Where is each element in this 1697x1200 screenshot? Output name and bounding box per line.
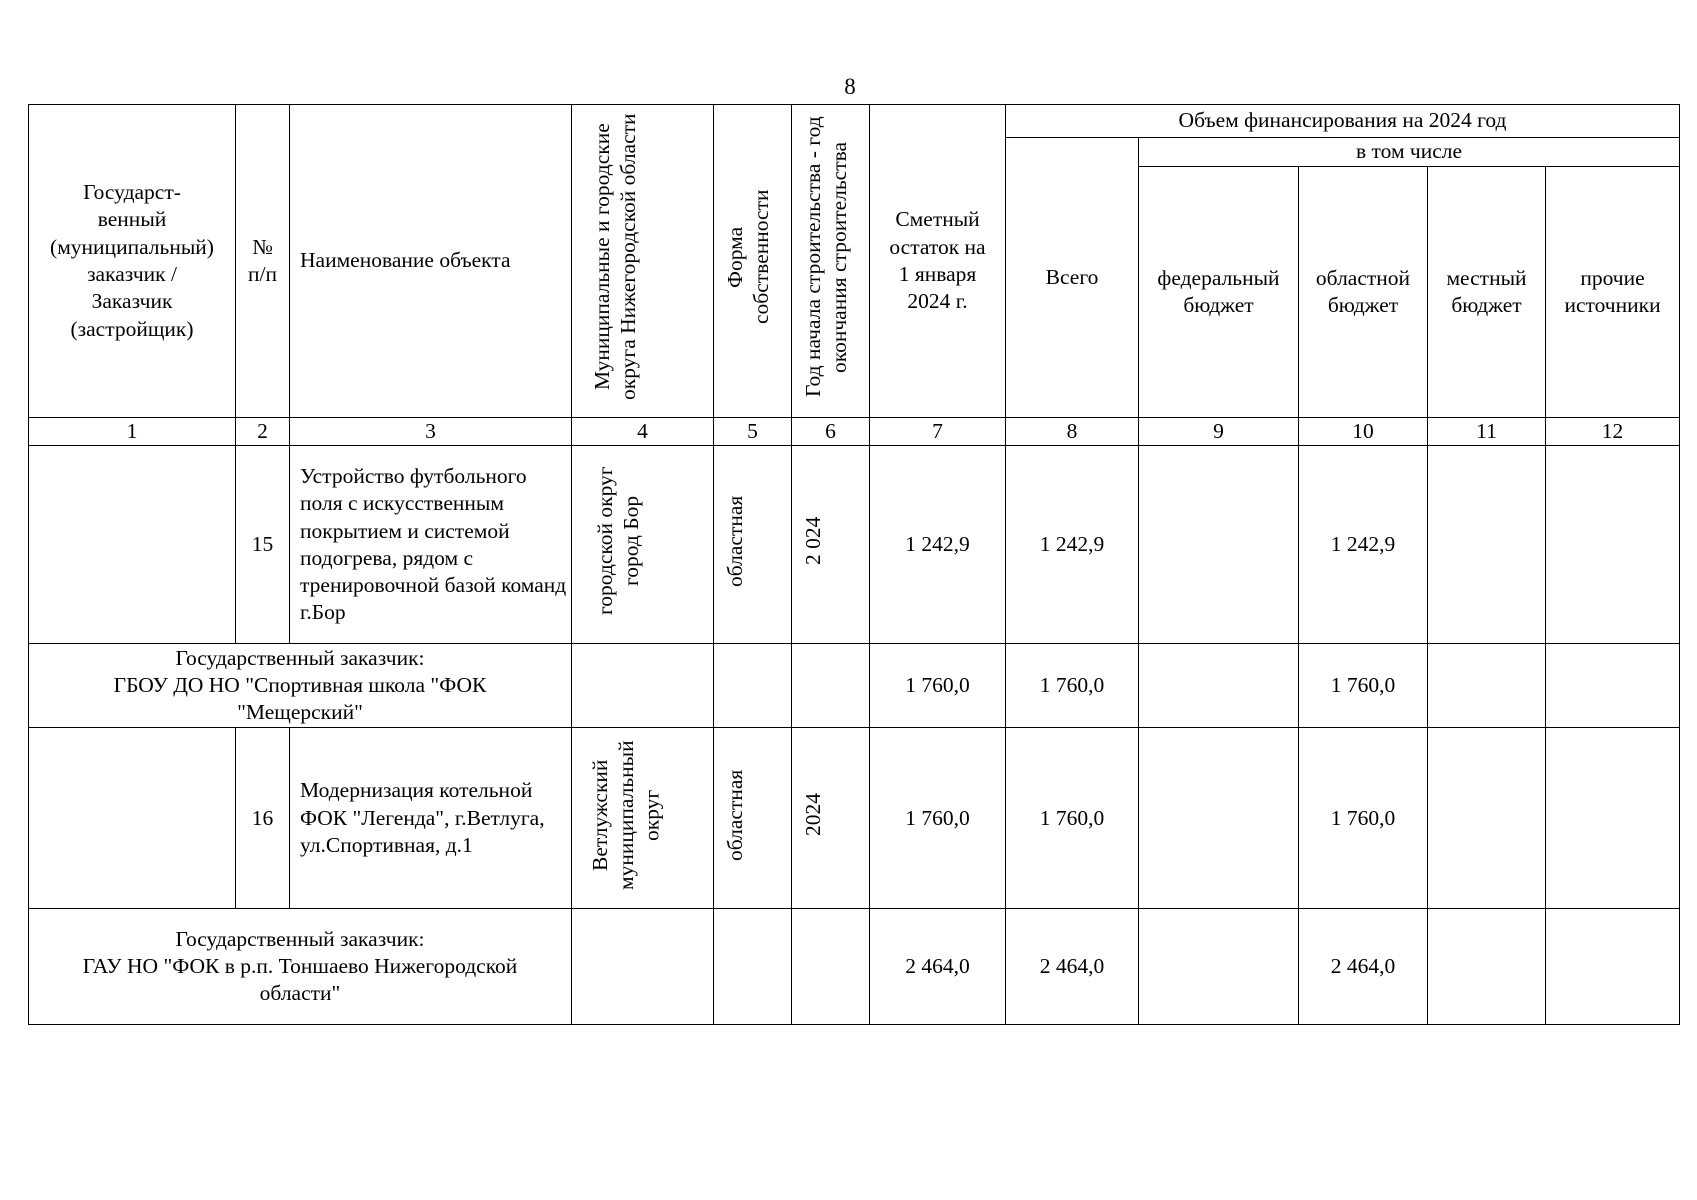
page-number: 8 bbox=[844, 74, 856, 99]
estimate-value: 1 242,9 bbox=[870, 446, 1006, 644]
header-financing: Объем финансирования на 2024 год bbox=[1006, 105, 1680, 138]
header-local: местный бюджет bbox=[1428, 167, 1546, 418]
total-value: 1 760,0 bbox=[1006, 644, 1139, 728]
federal-value bbox=[1139, 909, 1299, 1025]
estimate-value: 1 760,0 bbox=[870, 644, 1006, 728]
other-value bbox=[1546, 728, 1680, 909]
municipality-text: Ветлужский муниципальный округ bbox=[587, 739, 664, 890]
federal-value bbox=[1139, 644, 1299, 728]
object-name: Устройство футбольного поля с искусственным покрытием и системой подогрева, рядом с тренировочной базой команд г.Бор bbox=[290, 446, 572, 644]
header-number: № п/п bbox=[236, 105, 290, 418]
customer-row bbox=[29, 909, 1680, 1025]
total-value: 1 242,9 bbox=[1006, 446, 1139, 644]
local-value bbox=[1428, 446, 1546, 644]
regional-value: 1 760,0 bbox=[1299, 644, 1428, 728]
customer-cell bbox=[29, 446, 236, 644]
customer-label: Государственный заказчик: ГБОУ ДО НО "Спортивная школа "ФОК "Мещерский" bbox=[29, 644, 572, 728]
header-ownership: Форма собственности bbox=[714, 105, 792, 418]
other-value bbox=[1546, 446, 1680, 644]
ownership-cell bbox=[714, 909, 792, 1025]
header-other: прочие источники bbox=[1546, 167, 1680, 418]
column-number-6: 6 bbox=[792, 418, 870, 446]
object-row bbox=[29, 446, 1680, 644]
header-object-name: Наименование объекта bbox=[290, 105, 572, 418]
total-value: 2 464,0 bbox=[1006, 909, 1139, 1025]
municipality-cell bbox=[572, 909, 714, 1025]
column-number-12: 12 bbox=[1546, 418, 1680, 446]
municipality-text: городской округ город Бор bbox=[592, 466, 643, 616]
regional-value: 2 464,0 bbox=[1299, 909, 1428, 1025]
local-value bbox=[1428, 909, 1546, 1025]
federal-value bbox=[1139, 728, 1299, 909]
estimate-value: 2 464,0 bbox=[870, 909, 1006, 1025]
header-estimate-balance: Сметный остаток на 1 января 2024 г. bbox=[870, 105, 1006, 418]
header-customer: Государст- венный (муниципальный) заказчик / Заказчик (застройщик) bbox=[29, 105, 236, 418]
header-municipality: Муниципальные и городские округа Нижегородской области bbox=[572, 105, 714, 418]
municipality-cell bbox=[572, 644, 714, 728]
ownership-text: областная bbox=[722, 768, 747, 861]
column-number-11: 11 bbox=[1428, 418, 1546, 446]
ownership-text: областная bbox=[722, 495, 747, 587]
municipality-cell bbox=[572, 446, 714, 644]
other-value bbox=[1546, 644, 1680, 728]
column-number-7: 7 bbox=[870, 418, 1006, 446]
customer-row bbox=[29, 644, 1680, 728]
header-years: Год начала строительства - год окончания строительства bbox=[792, 105, 870, 418]
column-numbers-row bbox=[29, 418, 1680, 446]
customer-cell bbox=[29, 728, 236, 909]
municipality-cell bbox=[572, 728, 714, 909]
years-cell bbox=[792, 446, 870, 644]
row-number: 15 bbox=[236, 446, 290, 644]
other-value bbox=[1546, 909, 1680, 1025]
years-text: 2 024 bbox=[800, 516, 825, 566]
regional-value: 1 242,9 bbox=[1299, 446, 1428, 644]
federal-value bbox=[1139, 446, 1299, 644]
ownership-cell bbox=[714, 644, 792, 728]
estimate-value: 1 760,0 bbox=[870, 728, 1006, 909]
local-value bbox=[1428, 728, 1546, 909]
column-number-4: 4 bbox=[572, 418, 714, 446]
financing-table bbox=[28, 104, 1680, 1025]
total-value: 1 760,0 bbox=[1006, 728, 1139, 909]
header-total: Всего bbox=[1006, 138, 1139, 418]
column-number-2: 2 bbox=[236, 418, 290, 446]
customer-label: Государственный заказчик: ГАУ НО "ФОК в р.п. Тоншаево Нижегородской области" bbox=[29, 909, 572, 1025]
years-cell bbox=[792, 644, 870, 728]
row-number: 16 bbox=[236, 728, 290, 909]
object-name: Модернизация котельной ФОК "Легенда", г.Ветлуга, ул.Спортивная, д.1 bbox=[290, 728, 572, 909]
local-value bbox=[1428, 644, 1546, 728]
ownership-cell bbox=[714, 446, 792, 644]
column-number-10: 10 bbox=[1299, 418, 1428, 446]
ownership-cell bbox=[714, 728, 792, 909]
years-cell bbox=[792, 909, 870, 1025]
column-number-5: 5 bbox=[714, 418, 792, 446]
years-text: 2024 bbox=[800, 793, 825, 837]
object-row bbox=[29, 728, 1680, 909]
header-federal: федеральный бюджет bbox=[1139, 167, 1299, 418]
column-number-1: 1 bbox=[29, 418, 236, 446]
column-number-9: 9 bbox=[1139, 418, 1299, 446]
years-cell bbox=[792, 728, 870, 909]
header-including: в том числе bbox=[1139, 138, 1680, 167]
column-number-3: 3 bbox=[290, 418, 572, 446]
regional-value: 1 760,0 bbox=[1299, 728, 1428, 909]
header-regional: областной бюджет bbox=[1299, 167, 1428, 418]
column-number-8: 8 bbox=[1006, 418, 1139, 446]
